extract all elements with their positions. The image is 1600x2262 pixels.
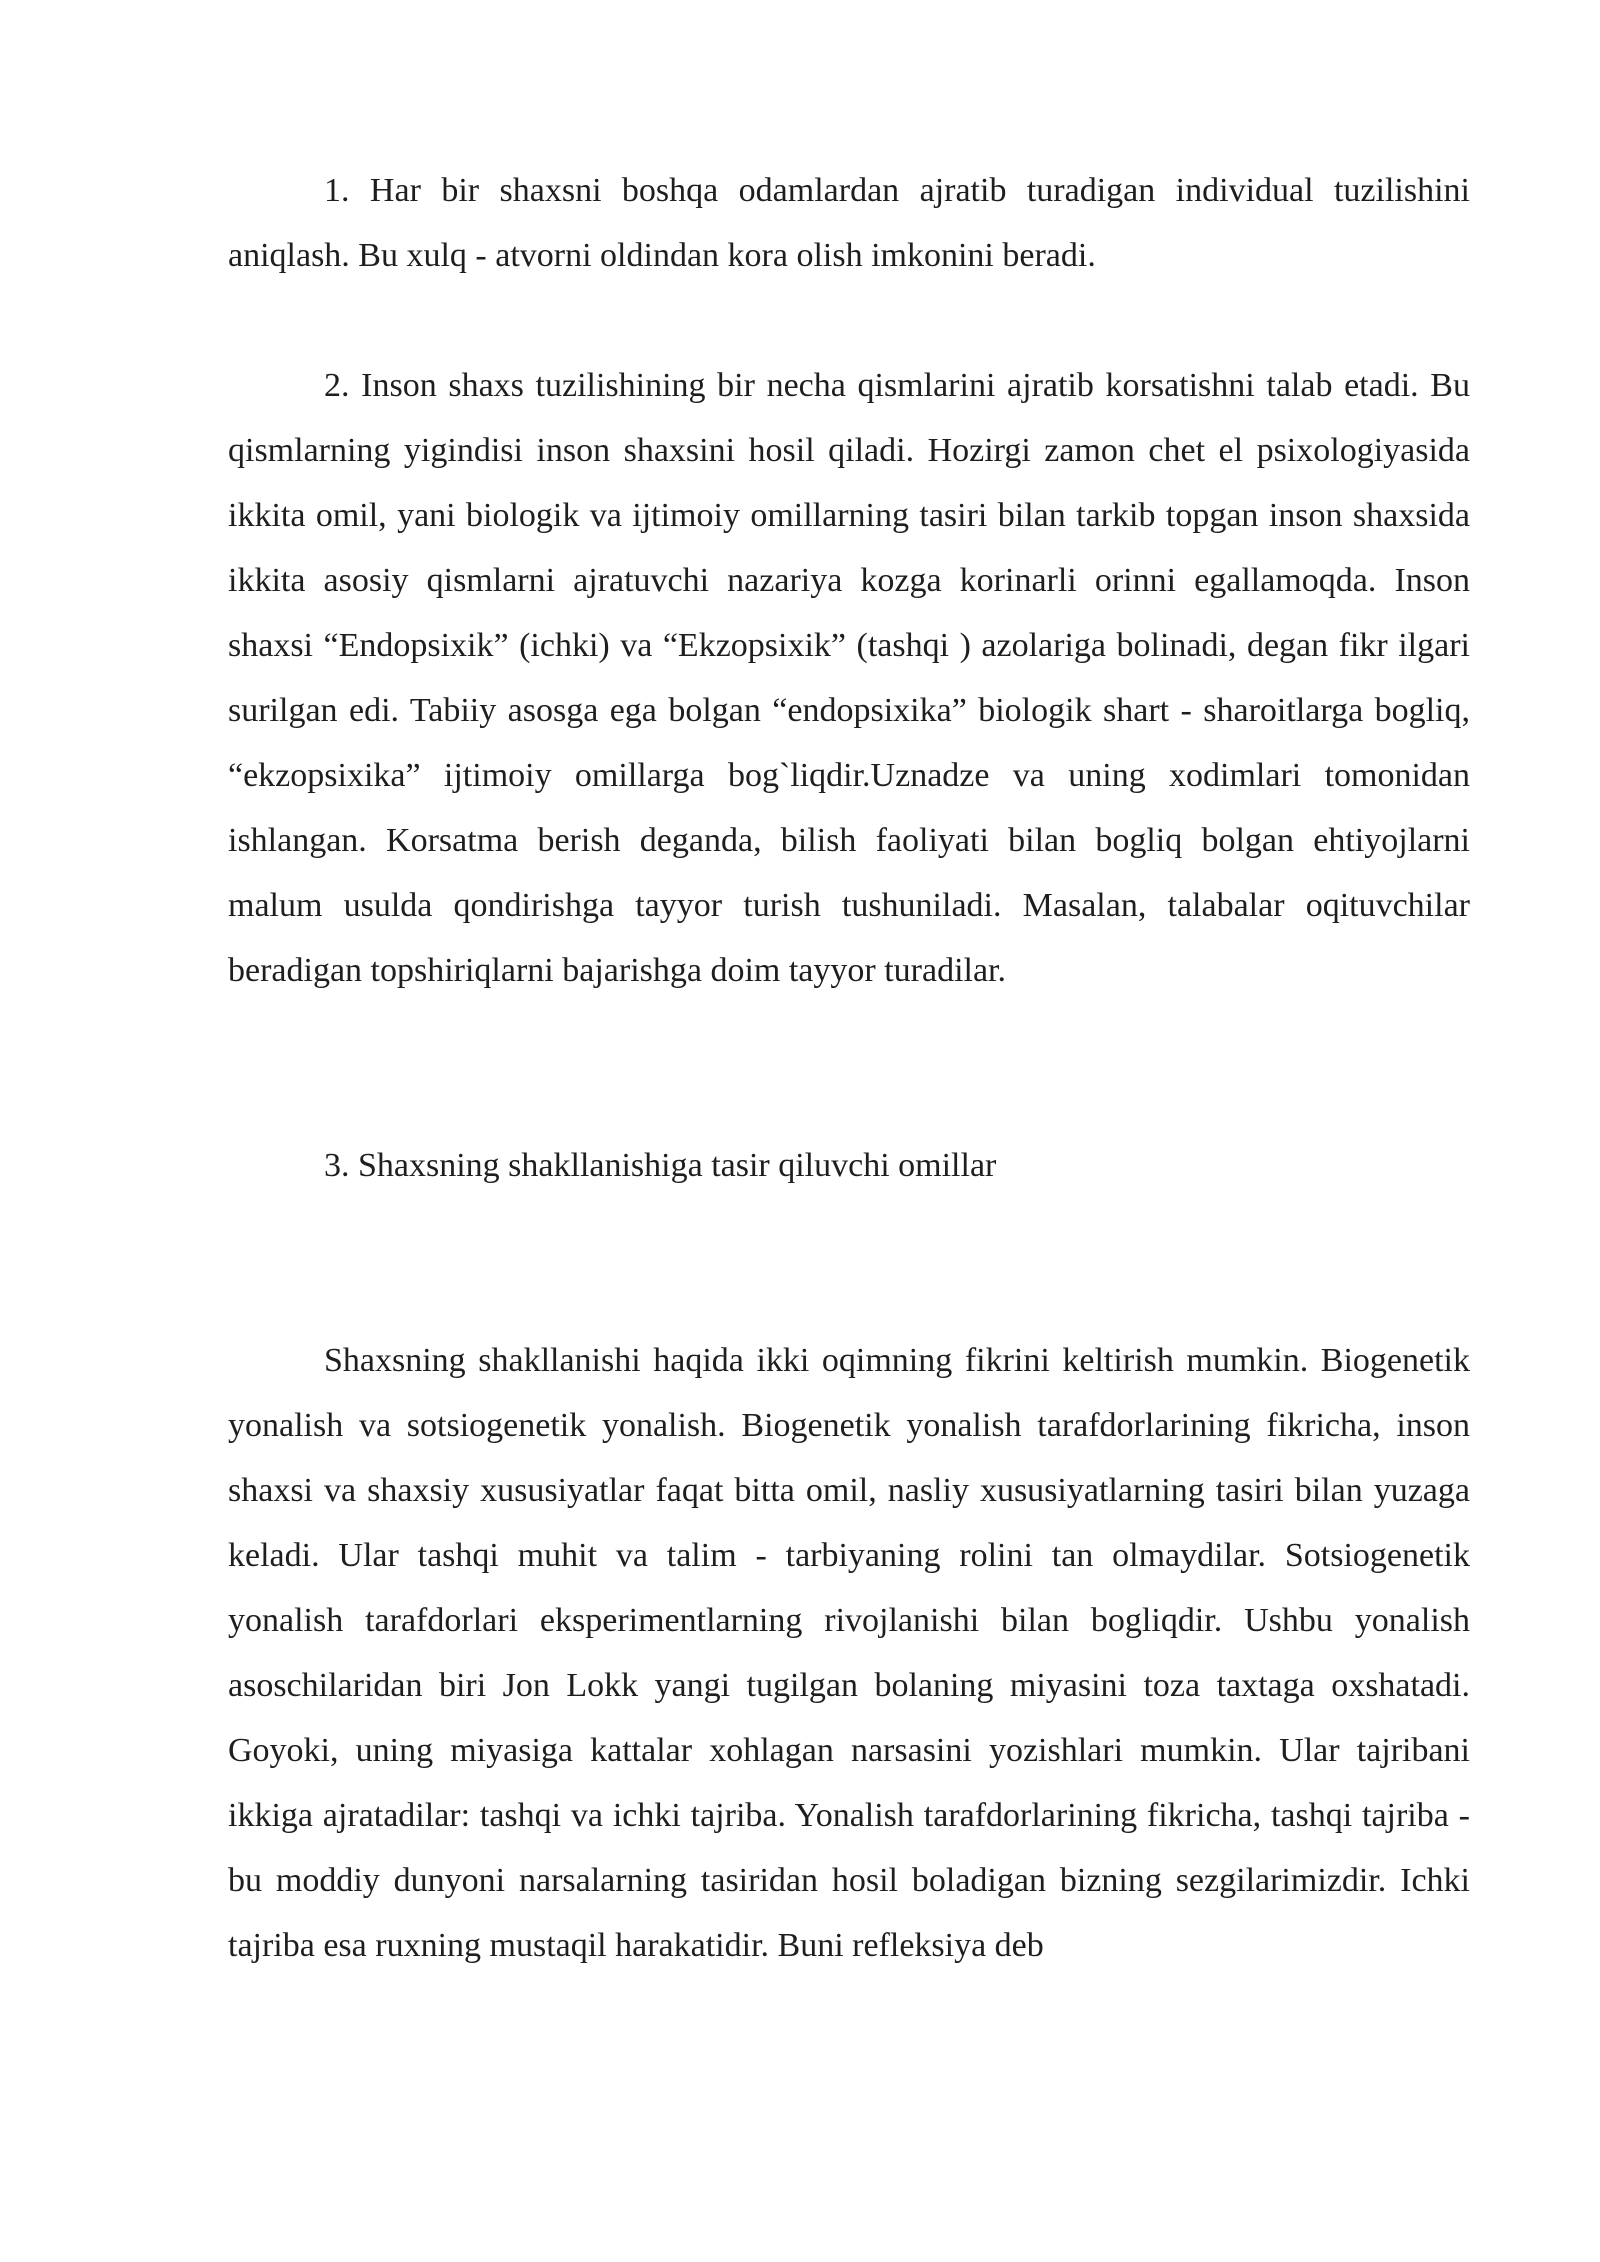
document-body [228, 158, 1470, 1978]
paragraph-spacer [228, 288, 1470, 353]
paragraph-spacer [228, 1198, 1470, 1328]
paragraph-4: Shaxsning shakllanishi haqida ikki oqimning fikrini keltirish mumkin. Biogenetik yonalish va sotsiogenetik yonalish. Biogenetik yonalish tarafdorlarining fikricha, inson shaxsi va shaxsiy xususiyatlar faqat bitta omil, nasliy xususiyatlarning tasiri bilan yuzaga keladi. Ular tashqi muhit va talim - tarbiyaning rolini tan olmaydilar. Sotsiogenetik yonalish tarafdorlari eksperimentlarning rivojlanishi bilan bogliqdir. Ushbu yonalish asoschilaridan biri Jon Lokk yangi tugilgan bolaning miyasini toza taxtaga oxshatadi. Goyoki, uning miyasiga kattalar xohlagan narsasini yozishlari mumkin. Ular tajribani ikkiga ajratadilar: tashqi va ichki tajriba. Yonalish tarafdorlarining fikricha, tashqi tajriba - bu moddiy dunyoni narsalarning tasiridan hosil boladigan bizning sezgilarimizdir. Ichki tajriba esa ruxning mustaqil harakatidir. Buni refleksiya deb [228, 1342, 1470, 1964]
paragraph-spacer [228, 1003, 1470, 1133]
section-heading-3: 3. Shaxsning shakllanishiga tasir qiluvchi omillar [324, 1147, 997, 1184]
paragraph-1: 1. Har bir shaxsni boshqa odamlardan ajratib turadigan individual tuzilishini aniqlash. Bu xulq - atvorni oldindan kora olish imkonini beradi. [228, 172, 1470, 274]
paragraph-2: 2. Inson shaxs tuzilishining bir necha qismlarini ajratib korsatishni talab etadi. Bu qismlarning yigindisi inson shaxsini hosil qiladi. Hozirgi zamon chet el psixologiyasida ikkita omil, yani biologik va ijtimoiy omillarning tasiri bilan tarkib topgan inson shaxsida ikkita asosiy qismlarni ajratuvchi nazariya kozga korinarli orinni egallamoqda. Inson shaxsi “Endopsixik” (ichki) va “Ekzopsixik” (tashqi ) azolariga bolinadi, degan fikr ilgari surilgan edi. Tabiiy asosga ega bolgan “endopsixika” biologik shart - sharoitlarga bogliq, “ekzopsixika” ijtimoiy omillarga bog`liqdir.Uznadze va uning xodimlari tomonidan ishlangan. Korsatma berish deganda, bilish faoliyati bilan bogliq bolgan ehtiyojlarni malum usulda qondirishga tayyor turish tushuniladi. Masalan, talabalar oqituvchilar beradigan topshiriqlarni bajarishga doim tayyor turadilar. [228, 367, 1470, 989]
